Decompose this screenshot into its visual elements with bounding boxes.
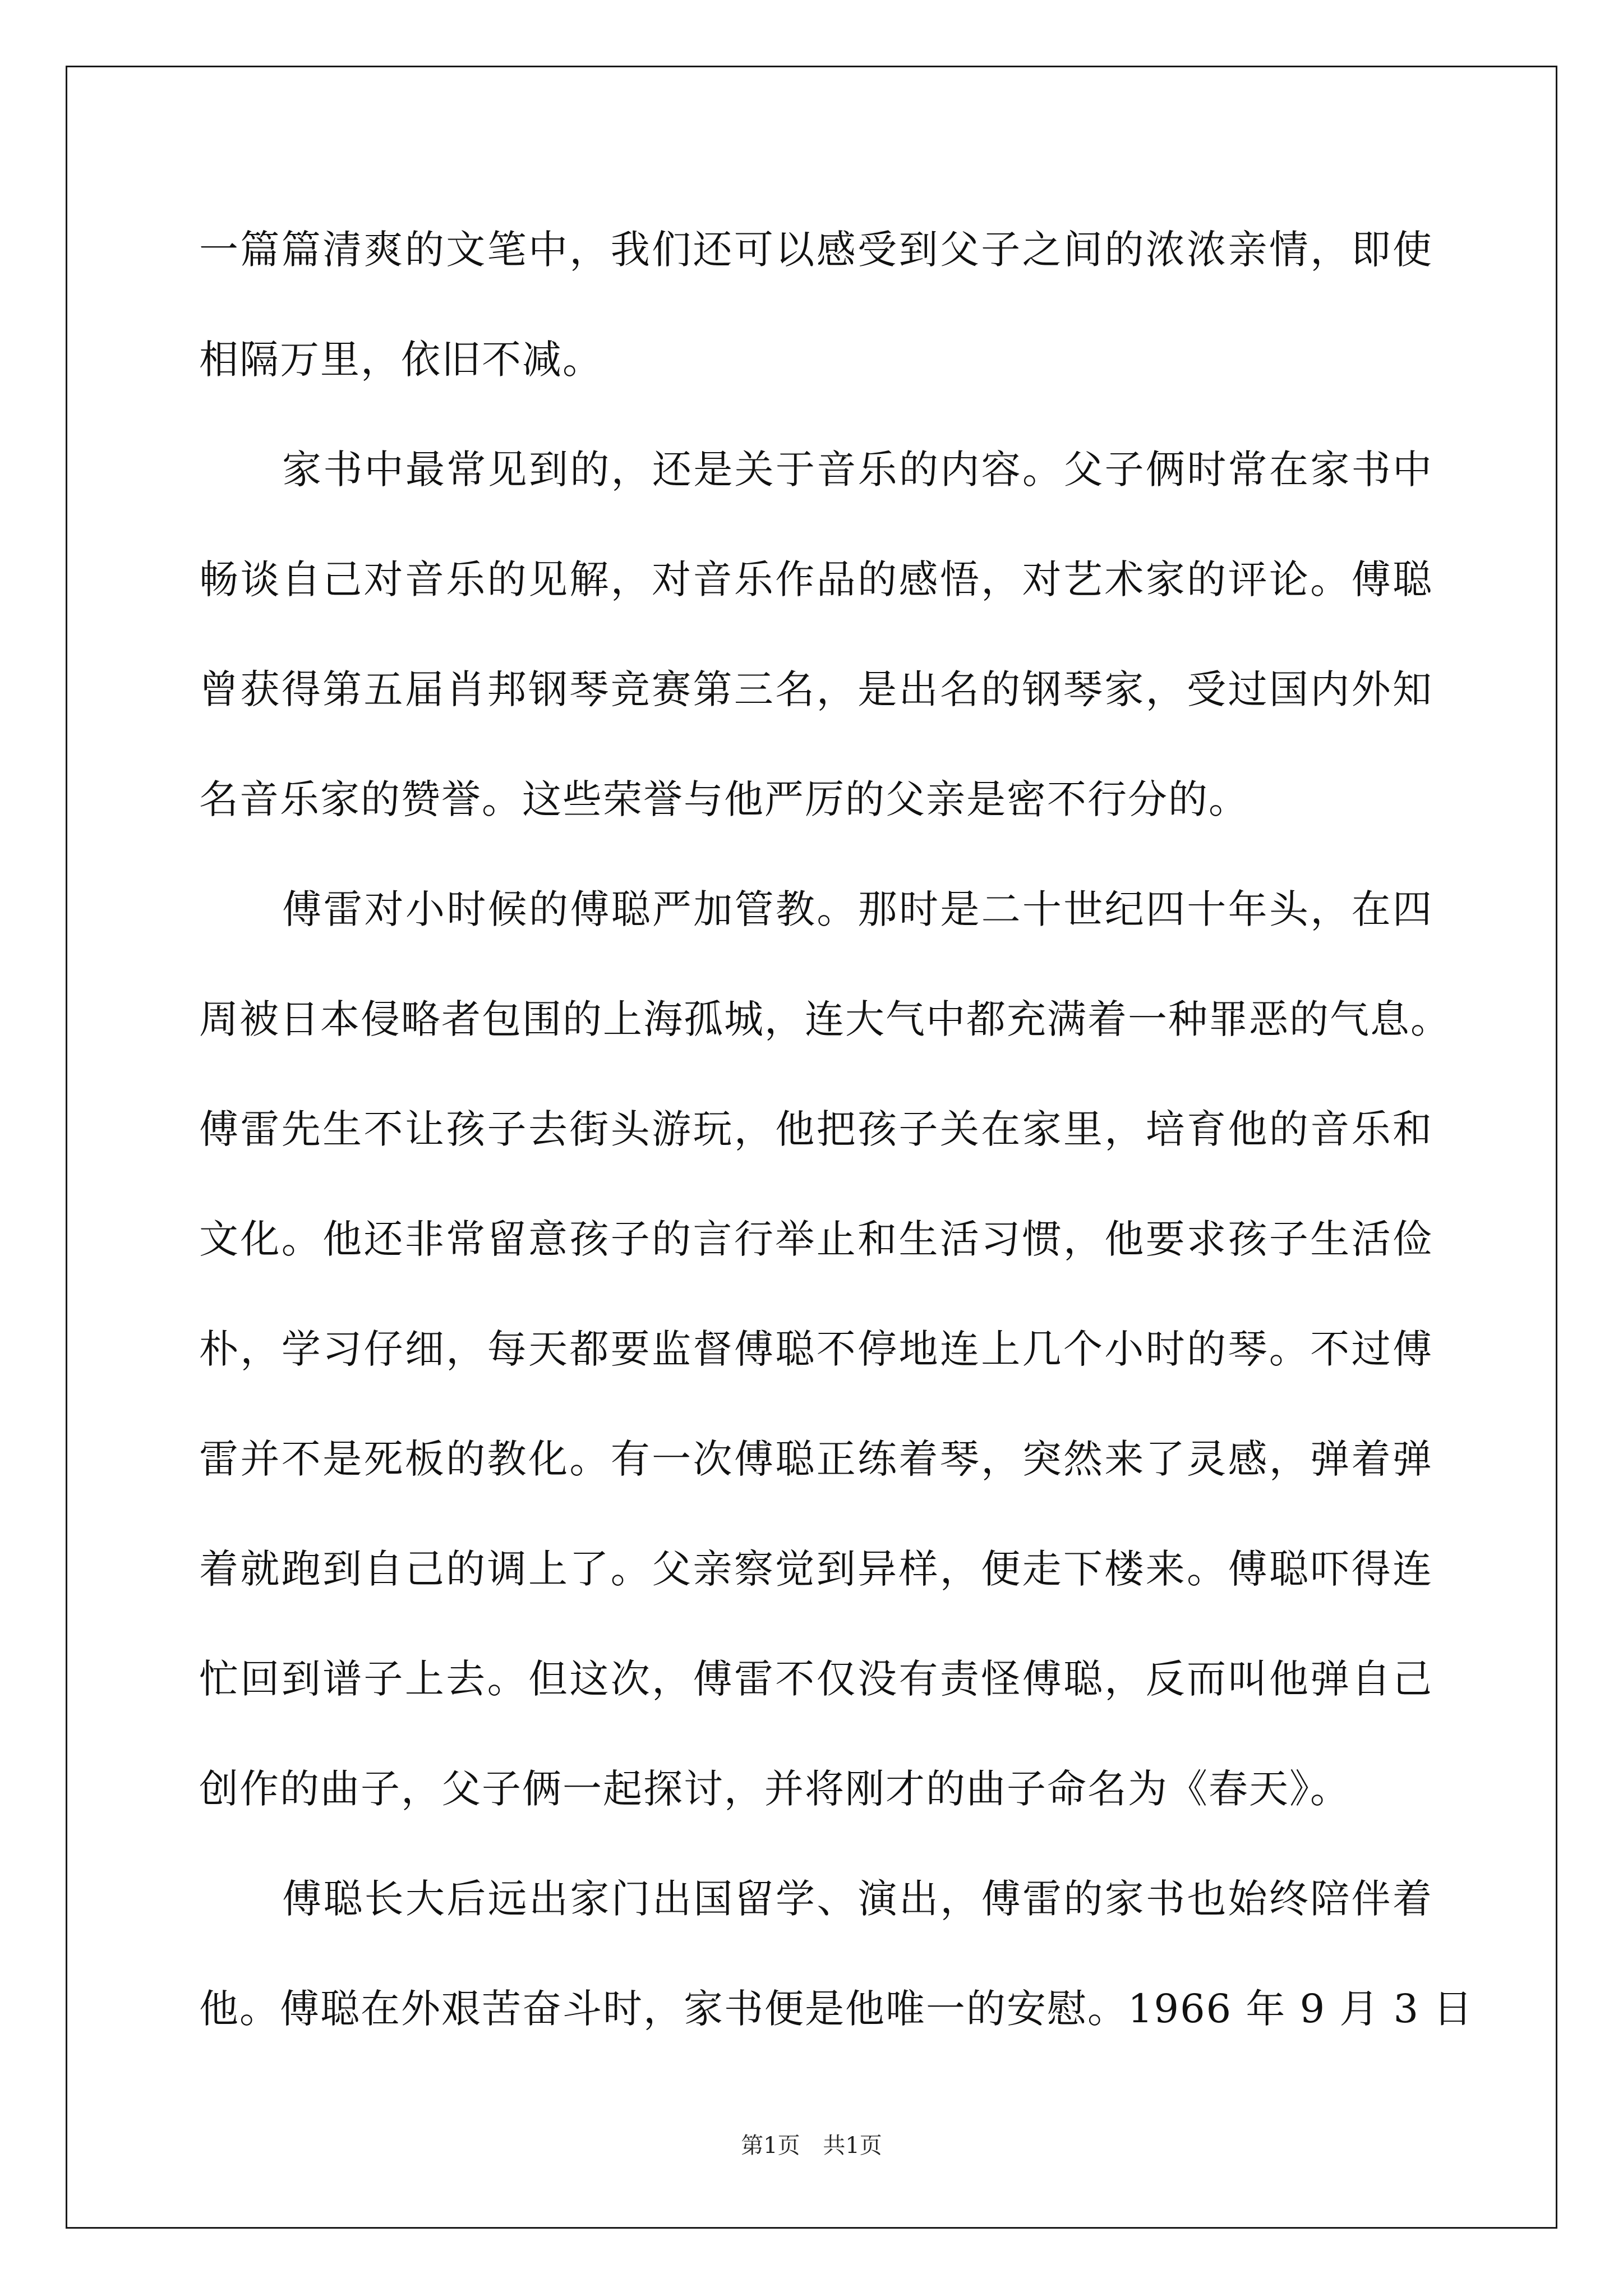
page-total: 共1页 (823, 2133, 882, 2159)
text-line: 文化。他还非常留意孩子的言行举止和生活习惯，他要求孩子生活俭 (199, 1216, 1433, 1262)
page-number: 第1页 (741, 2133, 800, 2159)
text-line: 傅雷对小时候的傅聪严加管教。那时是二十世纪四十年头，在四 (282, 886, 1433, 932)
text-line: 家书中最常见到的，还是关于音乐的内容。父子俩时常在家书中 (282, 447, 1433, 493)
document-body (199, 213, 1474, 2082)
text-line: 傅聪长大后远出家门出国留学、演出，傅雷的家书也始终陪伴着 (282, 1876, 1433, 1922)
text-line: 一篇篇清爽的文笔中，我们还可以感受到父子之间的浓浓亲情，即使 (199, 227, 1433, 273)
text-line: 曾获得第五届肖邦钢琴竞赛第三名，是出名的钢琴家，受过国内外知 (199, 666, 1433, 712)
text-line: 忙回到谱子上去。但这次，傅雷不仅没有责怪傅聪，反而叫他弹自己 (199, 1656, 1433, 1702)
text-line: 畅谈自己对音乐的见解，对音乐作品的感悟，对艺术家的评论。傅聪 (199, 556, 1433, 602)
page-footer (0, 2129, 1623, 2162)
text-line: 朴，学习仔细，每天都要监督傅聪不停地连上几个小时的琴。不过傅 (199, 1326, 1433, 1372)
text-line: 着就跑到自己的调上了。父亲察觉到异样，便走下楼来。傅聪吓得连 (199, 1546, 1433, 1592)
text-line: 相隔万里，依旧不减。 (199, 337, 603, 383)
text-line: 雷并不是死板的教化。有一次傅聪正练着琴，突然来了灵感，弹着弹 (199, 1436, 1433, 1482)
text-line: 傅雷先生不让孩子去街头游玩，他把孩子关在家里，培育他的音乐和 (199, 1106, 1433, 1152)
text-line: 创作的曲子，父子俩一起探讨，并将刚才的曲子命名为《春天》。 (199, 1766, 1350, 1812)
text-line: 周被日本侵略者包围的上海孤城，连大气中都充满着一种罪恶的气息。 (199, 996, 1451, 1042)
text-line: 他。傅聪在外艰苦奋斗时，家书便是他唯一的安慰。1966 年 9 月 3 日 (199, 1986, 1474, 2032)
text-line: 名音乐家的赞誉。这些荣誉与他严厉的父亲是密不行分的。 (199, 776, 1249, 822)
